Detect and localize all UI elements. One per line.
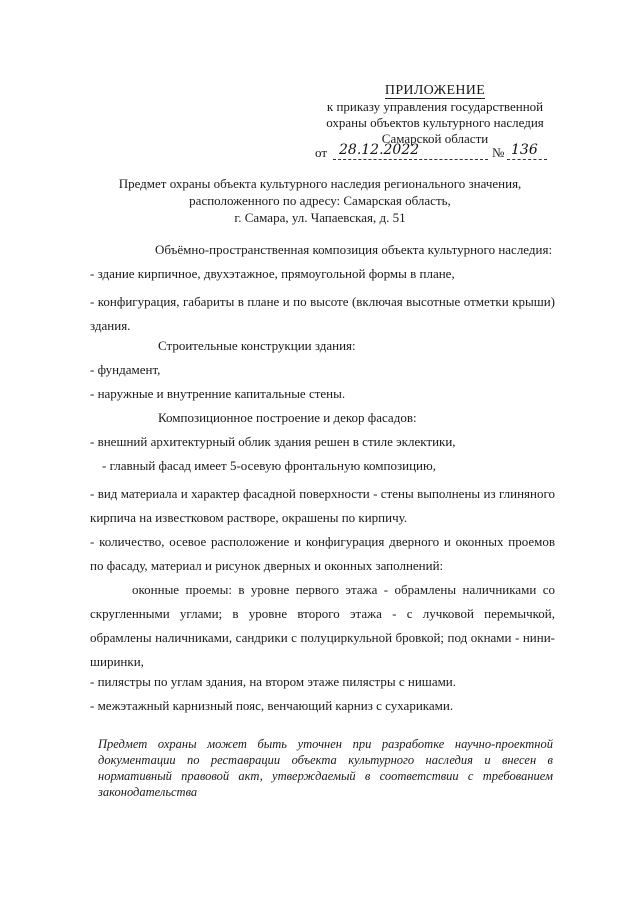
appendix-block — [315, 83, 555, 147]
subject-line-3: г. Самара, ул. Чапаевская, д. 51 — [234, 210, 406, 225]
spatial-heading: Объёмно-пространственная композиция объекта культурного наследия: — [155, 242, 553, 257]
appendix-title: ПРИЛОЖЕНИЕ — [384, 83, 486, 98]
facade-item-1: - внешний архитектурный облик здания решен в стиле эклектики, — [90, 434, 456, 449]
subject-line-1: Предмет охраны объекта культурного наследия регионального значения, — [118, 176, 522, 191]
facade-item-3: - вид материала и характер фасадной поверхности - стены выполнены из глиняного кирпича на известковом растворе, окрашены по кирпичу. — [90, 486, 555, 525]
structures-item-1: - фундамент, — [90, 362, 161, 377]
facade-item-2: - главный фасад имеет 5-осевую фронтальную композицию, — [102, 458, 436, 473]
spatial-item-1: - здание кирпичное, двухэтажное, прямоугольной формы в плане, — [90, 266, 455, 281]
date-underline — [333, 159, 488, 160]
date-prefix: от — [315, 145, 328, 160]
facade-item-6: - пилястры по углам здания, на втором этаже пилястры с нишами. — [90, 674, 457, 689]
clarification-note: Предмет охраны может быть уточнен при разработке научно-проектной документации по реставрации объекта культурного наследия и внесен в нормативный правовой акт, утверждаемый в соответствии с требованием законодательства — [98, 737, 553, 799]
number-prefix: № — [492, 145, 505, 160]
subject-line-2: расположенного по адресу: Самарская область, — [189, 193, 451, 208]
appendix-line-2: охраны объектов культурного наследия — [326, 115, 544, 130]
protection-subject-title — [90, 175, 550, 226]
handwritten-date: 28.12.2022 — [339, 142, 420, 158]
order-date-line — [315, 144, 545, 162]
spatial-item-2: - конфигурация, габариты в плане и по высоте (включая высотные отметки крыши) здания. — [90, 294, 555, 333]
appendix-line-3: Самарской области — [381, 131, 489, 146]
structures-item-2: - наружные и внутренние капитальные стены. — [90, 386, 346, 401]
facade-item-5: оконные проемы: в уровне первого этажа - обрамлены наличниками со скругленными углами; в уровне второго этажа - с лучковой перемычкой, обрамлены наличниками, сандрики с полуциркульной бровкой; под окнами - нини-ширинки, — [90, 582, 555, 669]
handwritten-number: 136 — [511, 142, 538, 158]
facade-item-4: - количество, осевое расположение и конфигурация дверного и оконных проемов по фасаду, материал и рисунок дверных и оконных заполнений: — [90, 534, 555, 573]
appendix-line-1: к приказу управления государственной — [326, 99, 544, 114]
facade-item-7: - межэтажный карнизный пояс, венчающий карниз с сухариками. — [90, 698, 454, 713]
structures-heading: Строительные конструкции здания: — [158, 338, 356, 353]
facade-heading: Композиционное построение и декор фасадов: — [158, 410, 417, 425]
number-underline — [507, 159, 547, 160]
